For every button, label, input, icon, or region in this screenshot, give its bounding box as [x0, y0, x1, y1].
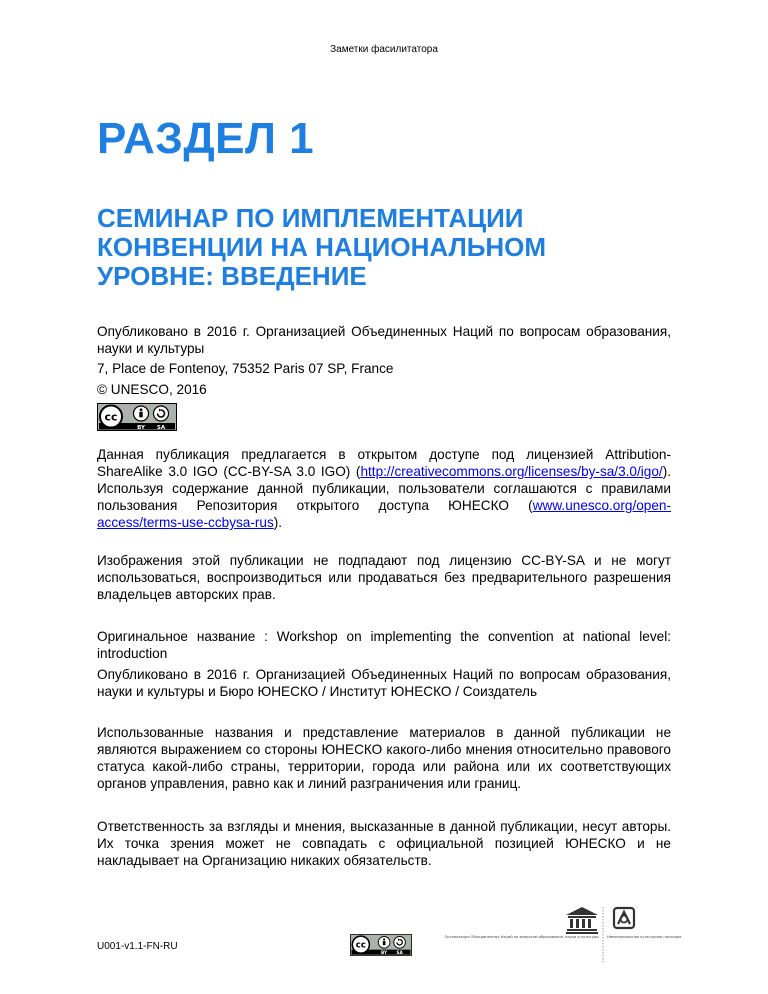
footer-cc-text: cc [355, 940, 366, 951]
subtitle-line-1: СЕМИНАР ПО ИМПЛЕМЕНТАЦИИ [97, 203, 524, 233]
disclaimer-2-text: Ответственность за взгляды и мнения, высказанные в данной публикации, несут авторы. Их точка зрения может не совпадать с официальной позицией ЮНЕСКО и не накладывает на Организацию никаких обязательств. [97, 819, 671, 868]
unesco-temple-icon [566, 907, 598, 934]
subtitle-line-2: КОНВЕНЦИИ НА НАЦИОНАЛЬНОМ [97, 232, 547, 262]
copyright-line [97, 381, 671, 398]
subtitle-line-3: УРОВНЕ: ВВЕДЕНИЕ [97, 261, 367, 291]
license-paragraph [97, 446, 671, 531]
ich-logo-caption: Нематериальное культурное наследие [607, 935, 682, 939]
images-notice-paragraph [97, 552, 671, 603]
document-code: U001-v1.1-FN-RU [97, 941, 178, 952]
footer-by-text: BY [381, 951, 388, 957]
publisher-statement [97, 323, 671, 357]
unesco-ich-logos [444, 905, 682, 965]
cc-badge-cc-text: cc [104, 410, 118, 424]
publisher-address [97, 360, 671, 377]
section-title: РАЗДЕЛ 1 [97, 114, 315, 163]
ich-emblem-icon [614, 908, 634, 928]
copyright-text: © UNESCO, 2016 [97, 382, 207, 397]
cc-by-sa-license-icon [97, 403, 177, 431]
license-text-part-3: ). [273, 515, 283, 530]
unesco-terms-link[interactable]: www.unesco.org/open-access/terms-use-ccbysa-rus [97, 498, 671, 530]
license-text-part-1: Данная публикация предлагается в открытом доступе под лицензией Attribution-ShareAlike 3.0 IGO (CC-BY-SA 3.0 IGO) ( [97, 447, 671, 479]
copublisher-text: Опубликовано в 2016 г. Организацией Объединенных Наций по вопросам образования, науки и культуры и Бюро ЮНЕСКО / Институт ЮНЕСКО / Соиздатель [97, 667, 671, 699]
document-subtitle [97, 204, 697, 291]
footer-sa-text: SA [396, 951, 403, 957]
original-title-text: Оригинальное название : Workshop on implementing the convention at national level: introduction [97, 629, 671, 661]
license-text-part-2: ). Используя содержание данной публикации, пользователи соглашаются с правилами пользования Репозитория открытого доступа ЮНЕСКО ( [97, 464, 671, 513]
disclaimer-1-text: Использованные названия и представление материалов в данной публикации не являются выражением со стороны ЮНЕСКО какого-либо мнения относительно правового статуса какой-либо страны, территории, города или района или их соответствующих органов управления, равно как и линий разграничения или границ. [97, 725, 671, 791]
original-title-paragraph [97, 628, 671, 662]
cc-badge-sa-text: SA [156, 424, 166, 431]
disclaimer-paragraph-2 [97, 818, 671, 869]
footer-cc-by-sa-icon [350, 934, 412, 956]
images-notice-text: Изображения этой публикации не подпадают под лицензию CC-BY-SA и не могут использоваться, воспроизводиться или продаваться без предварительного разрешения владельцев авторских прав. [97, 553, 671, 602]
disclaimer-paragraph-1 [97, 724, 671, 792]
running-header: Заметки фасилитатора [330, 44, 438, 55]
cc-badge-by-text: BY [137, 424, 145, 431]
published-by-text: Опубликовано в 2016 г. Организацией Объединенных Наций по вопросам образования, науки и культуры [97, 324, 671, 356]
unesco-logo-caption: Организация Объединенных Наций по вопросам образования, науки и культуры [444, 935, 599, 939]
cc-license-link[interactable]: http://creativecommons.org/licenses/by-sa/3.0/igo/ [360, 464, 663, 479]
address-text: 7, Place de Fontenoy, 75352 Paris 07 SP, France [97, 361, 394, 376]
copublisher-paragraph [97, 666, 671, 700]
